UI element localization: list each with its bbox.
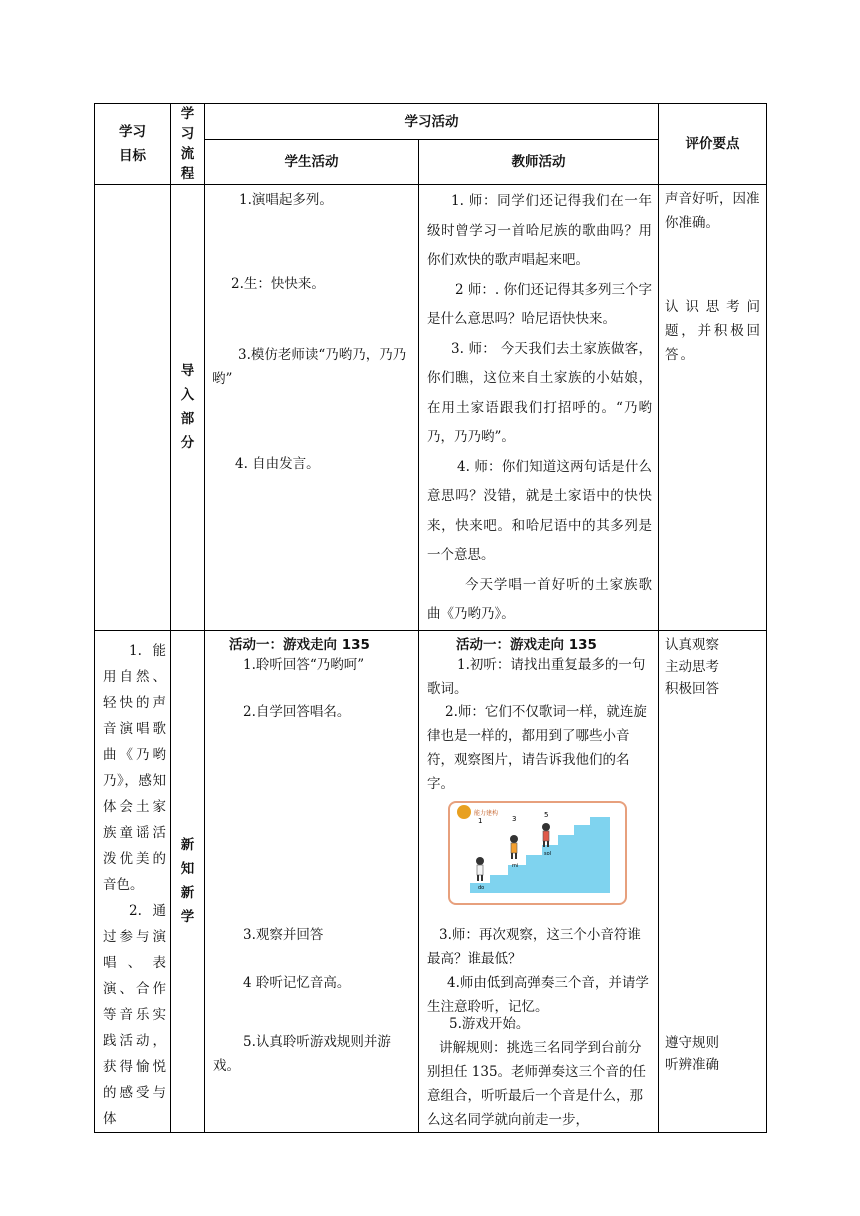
section1-teacher (419, 185, 659, 631)
s1-student-1: 1.演唱起多列。 (239, 192, 333, 208)
child-mi-figure (510, 835, 518, 859)
header-student: 学生活动 (205, 140, 419, 185)
header-flow: 学习流程 (171, 104, 205, 185)
s1-teacher-3: 3. 师： 今天我们去土家族做客，你们瞧，这位来自土家族的小姑娘， 在用土家语跟我们打招呼的。“乃哟乃，乃乃哟”。 (427, 340, 652, 445)
s2-student-4: 4 聆听记忆音高。 (243, 974, 351, 991)
s2-student-1: 1.聆听回答“乃哟呵” (243, 656, 365, 673)
s2-teacher-title: 活动一：游戏走向 135 (456, 636, 597, 653)
section2-student (205, 630, 419, 1132)
num-5: 5 (544, 810, 549, 819)
s1-student-3: 3.模仿老师读“乃哟乃，乃乃哟” (212, 347, 407, 387)
s2-eval-3: 积极回答 (665, 680, 719, 697)
s2-teacher-4: 4.师由低到高弹奏三个音，并请学生注意聆听，记忆。 (427, 974, 649, 1015)
num-3: 3 (512, 814, 517, 823)
s2-eval-5: 听辨准确 (665, 1056, 719, 1073)
stairs-illustration (450, 803, 625, 903)
badge-label: 能力建构 (474, 809, 499, 817)
s1-eval-2: 认识思考问题，并积极回答。 (665, 299, 762, 363)
s2-eval-1: 认真观察 (665, 636, 719, 653)
badge-icon (457, 805, 471, 819)
s2-teacher-1: 1.初听：请找出重复最多的一句歌词。 (427, 656, 646, 697)
note-mi: mi (512, 862, 519, 869)
section1-flow: 导入部分 (171, 185, 205, 631)
num-1: 1 (478, 816, 483, 825)
child-sol-figure (542, 823, 550, 847)
s2-teacher-2: 2.师：它们不仅歌词一样，就连旋律也是一样的，都用到了哪些小音符，观察图片，请告诉我他们的名字。 (427, 703, 647, 792)
s2-goal-1: 1. 能用自然、轻快的声音演唱歌曲《乃哟乃》，感知体会土家族童谣活泼优美的音色。 (103, 642, 166, 893)
header-activity: 学习活动 (205, 104, 659, 140)
section2-teacher (419, 630, 659, 1132)
s1-student-4: 4. 自由发言。 (235, 456, 320, 472)
s1-teacher-1: 1. 师：同学们还记得我们在一年级时曾学习一首哈尼族的歌曲吗？用你们欢快的歌声唱起来吧。 (427, 193, 652, 268)
s2-eval-2: 主动思考 (665, 658, 719, 675)
s1-eval-1: 声音好听，因准你准确。 (665, 191, 760, 231)
note-sol: sol (544, 850, 552, 857)
section2-eval (659, 630, 767, 1132)
header-eval: 评价要点 (659, 104, 767, 185)
s2-student-3: 3.观察并回答 (243, 926, 324, 943)
s2-teacher-6: 讲解规则：挑选三名同学到台前分别担任 135。老师弹奏这三个音的任意组合，听听最后一个音是什么，那么这名同学就向前走一步， (427, 1039, 647, 1128)
s2-goal-2: 2. 通过参与演唱、表演、合作等音乐实践活动，获得愉悦的感受与体 (103, 902, 166, 1127)
section2-flow: 新知新学 (171, 630, 205, 1132)
s2-student-2: 2.自学回答唱名。 (243, 703, 351, 720)
section2-goal (95, 630, 171, 1132)
s1-teacher-5: 今天学唱一首好听的土家族歌曲《乃哟乃》。 (427, 576, 652, 622)
header-goal: 学习目标 (95, 104, 171, 185)
s2-eval-4: 遵守规则 (665, 1034, 719, 1051)
lesson-plan-table (94, 103, 767, 1133)
section1-student (205, 185, 419, 631)
note-do: do (478, 884, 485, 891)
child-do-figure (476, 857, 484, 881)
s1-teacher-2: 2 师：. 你们还记得其多列三个字是什么意思吗？哈尼语快快来。 (427, 281, 652, 327)
s2-teacher-3: 3.师：再次观察，这三个小音符谁最高？谁最低？ (427, 926, 641, 967)
s2-student-5: 5.认真聆听游戏规则并游戏。 (213, 1033, 391, 1074)
section1-goal (95, 185, 171, 631)
s2-teacher-5: 5.游戏开始。 (449, 1015, 530, 1032)
s2-student-title: 活动一：游戏走向 135 (229, 636, 370, 653)
s1-student-2: 2.生：快快来。 (231, 276, 325, 292)
header-teacher: 教师活动 (419, 140, 659, 185)
section1-eval (659, 185, 767, 631)
pitch-stairs-figure (448, 801, 627, 905)
stairs-shape (470, 814, 610, 893)
s1-teacher-4: 4. 师：你们知道这两句话是什么意思吗？没错，就是土家语中的快快来，快来吧。和哈尼语中的其多列是一个意思。 (427, 458, 652, 563)
